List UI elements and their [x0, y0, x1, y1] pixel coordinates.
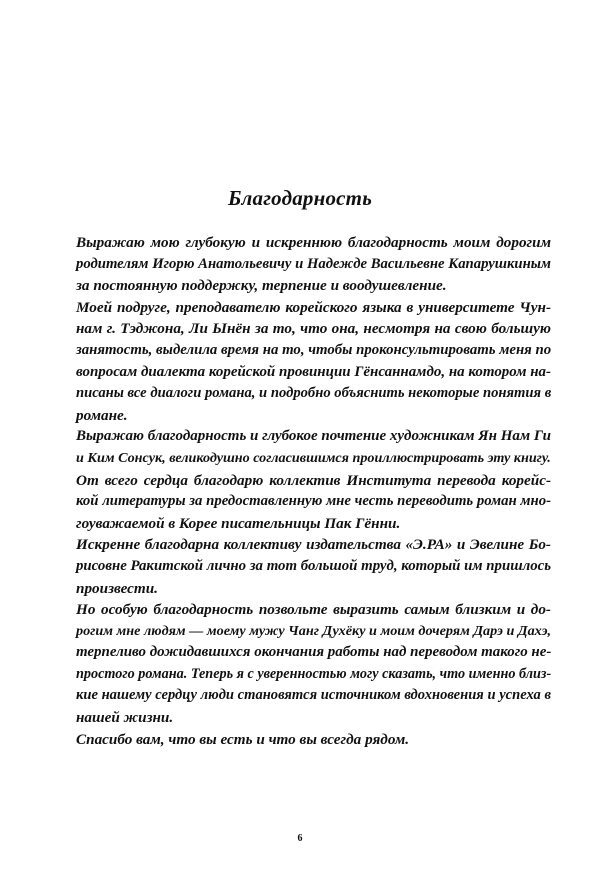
text-line: родителям Игорю Анатольевичу и Надежде Васильевне Капарушкиным [76, 255, 551, 272]
text-line: занятость, выделила время на то, чтобы проконсультировать меня по [76, 341, 552, 358]
page-number: 6 [297, 833, 303, 844]
paragraph-3 [76, 426, 551, 469]
acknowledgements-text [76, 232, 551, 750]
paragraph-6 [76, 599, 551, 729]
text-line: нам г. Тэджона, Ли Ынён за то, что она, несмотря на свою большую [76, 320, 551, 338]
text-line: Спасибо вам, что вы есть и что вы всегда рядом. [76, 730, 410, 748]
text-line: рисовне Ракитской лично за тот большой труд, который им пришлось [76, 557, 551, 574]
text-line: От всего сердца благодарю коллектив Института перевода корейс- [76, 471, 551, 489]
text-line: вопросам диалекта корейской провинции Гёнсаннамдо, на котором на- [76, 363, 551, 380]
text-line: простого романа. Теперь я с уверенностью могу сказать, что именно близ- [76, 665, 552, 682]
text-line: Но особую благодарность позвольте выразить самым близким и до- [76, 601, 551, 619]
text-line: кие нашему сердцу люди становятся источником вдохновения и успеха в [76, 687, 551, 704]
page-title: Благодарность [227, 186, 373, 210]
text-line: кой литературы за предоставленную мне честь переводить роман мно- [76, 493, 551, 510]
paragraph-1 [76, 232, 551, 297]
text-line: за постоянную поддержку, терпение и воодушевление. [76, 277, 447, 295]
text-line: Выражаю мою глубокую и искреннюю благодарность моим дорогим [76, 234, 551, 251]
paragraph-4 [76, 470, 551, 535]
text-line: писаны все диалоги романа, и подробно объяснить некоторые понятия в [76, 385, 552, 402]
paragraph-2 [76, 297, 551, 427]
text-line: гоуважаемой в Корее писательницы Пак Гённи. [76, 514, 401, 532]
text-line: и Ким Сонсук, великодушно согласившимся проиллюстрировать эту книгу. [76, 449, 551, 466]
text-line: Искренне благодарна коллективу издательства «Э.РА» и Эвелине Бо- [76, 536, 551, 554]
paragraph-7 [76, 729, 551, 751]
text-line: нашей жизни. [76, 709, 174, 727]
paragraph-5 [76, 534, 551, 599]
text-line: произвести. [76, 579, 158, 597]
text-line: романе. [76, 406, 128, 424]
text-line: рогим мне людям — моему мужу Чанг Духёку и моим дочерям Дарэ и Дахэ, [76, 622, 551, 639]
text-line: терпеливо дожидавшихся окончания работы над переводом такого не- [76, 644, 552, 661]
text-line: Моей подруге, преподавателю корейского языка в университете Чун- [76, 298, 551, 316]
text-line: Выражаю благодарность и глубокое почтение художникам Ян Нам Ги [76, 428, 552, 445]
